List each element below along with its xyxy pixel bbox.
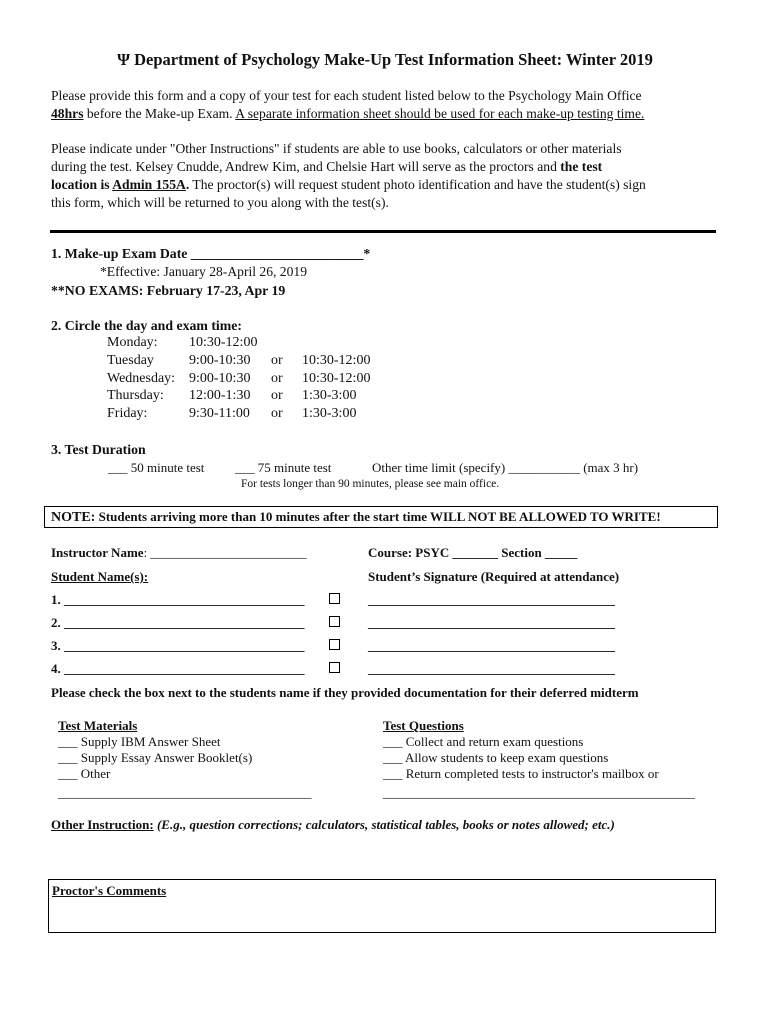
day-row-wednesday[interactable] <box>107 371 370 389</box>
time-slot-1[interactable]: 9:00-10:30 <box>189 352 251 368</box>
student-name-line[interactable]: _____________________________________ <box>64 592 305 607</box>
other-instruction-field[interactable] <box>51 817 615 833</box>
proctors-text: during the test. Kelsey Cnudde, Andrew Kim, and Chelsie Hart will serve as the proctors and <box>51 159 561 174</box>
materials-other-blank[interactable]: _______________________________________ <box>58 785 312 800</box>
row-number: 1. <box>51 592 61 607</box>
section-divider <box>50 230 716 233</box>
day-label: Thursday: <box>107 388 164 404</box>
page-title: Ψ Department of Psychology Make-Up Test Information Sheet: Winter 2019 <box>117 50 653 69</box>
other-instruction-example: (E.g., question corrections; calculators, statistical tables, books or notes allowed; etc.) <box>153 817 615 832</box>
or-text: or <box>271 388 283 404</box>
or-text: or <box>271 406 283 422</box>
questions-keep-option[interactable]: ___ Allow students to keep exam questions <box>383 750 609 765</box>
effective-dates: *Effective: January 28-April 26, 2019 <box>100 264 307 279</box>
deadline-text: 48hrs <box>51 106 84 121</box>
instructions-line-3 <box>51 176 646 194</box>
documentation-checkbox-1[interactable] <box>329 593 340 604</box>
test-location-bold: the test <box>560 159 603 174</box>
intro-after: before the Make-up Exam. <box>83 106 236 121</box>
documentation-checkbox-4[interactable] <box>329 662 340 673</box>
intro-line-1: Please provide this form and a copy of your test for each student listed below to the Psychology Main Office <box>51 88 642 103</box>
exam-time-heading: 2. Circle the day and exam time: <box>51 318 242 333</box>
duration-50-option[interactable]: ___ 50 minute test <box>108 460 205 475</box>
row-number: 2. <box>51 615 61 630</box>
time-slot-2[interactable]: 1:30-3:00 <box>302 406 357 422</box>
day-label: Wednesday: <box>107 370 176 386</box>
documentation-checkbox-2[interactable] <box>329 616 340 627</box>
exam-date-field[interactable]: 1. Make-up Exam Date _________________________* <box>51 246 371 261</box>
student-row-3[interactable] <box>51 638 305 654</box>
note-text: Students arriving more than 10 minutes after the start time WILL NOT BE ALLOWED TO WRITE! <box>95 509 661 524</box>
no-exams-note: **NO EXAMS: February 17-23, Apr 19 <box>51 283 286 298</box>
long-test-note: For tests longer than 90 minutes, please see main office. <box>241 478 500 490</box>
photo-id-text: The proctor(s) will request student photo identification and have the student(s) sign <box>189 177 646 192</box>
day-label: Friday: <box>107 406 148 422</box>
or-text <box>271 335 302 353</box>
day-row-friday[interactable] <box>107 406 370 424</box>
student-row-4[interactable] <box>51 661 305 677</box>
student-names-heading: Student Name(s): <box>51 569 149 584</box>
instructions-line-1: Please indicate under "Other Instructions" if students are able to use books, calculators or other materials <box>51 141 622 156</box>
materials-other-option[interactable]: ___ Other <box>58 766 111 781</box>
questions-mailbox-option[interactable]: ___ Return completed tests to instructor's mailbox or <box>383 766 659 781</box>
student-name-line[interactable]: _____________________________________ <box>64 615 305 630</box>
note-label: NOTE: <box>51 510 96 525</box>
exam-time-table <box>107 335 370 424</box>
student-row-2[interactable] <box>51 615 305 631</box>
student-name-line[interactable]: _____________________________________ <box>64 638 305 653</box>
time-slot-2[interactable]: 10:30-12:00 <box>302 370 371 386</box>
signature-heading: Student’s Signature (Required at attendance) <box>368 569 620 584</box>
day-row-thursday[interactable] <box>107 388 370 406</box>
signature-line-2[interactable]: ______________________________________ <box>368 615 615 630</box>
time-slot-1[interactable]: 9:00-10:30 <box>189 370 251 386</box>
proctor-comments-label: Proctor's Comments <box>52 883 167 898</box>
signature-line-3[interactable]: ______________________________________ <box>368 638 615 653</box>
row-number: 4. <box>51 661 61 676</box>
time-slot-1[interactable]: 12:00-1:30 <box>189 388 251 404</box>
signature-line-1[interactable]: ______________________________________ <box>368 592 615 607</box>
proctor-comments-box[interactable] <box>48 879 716 933</box>
documentation-checkbox-3[interactable] <box>329 639 340 650</box>
test-questions-heading: Test Questions <box>383 718 464 733</box>
materials-ibm-option[interactable]: ___ Supply IBM Answer Sheet <box>58 734 221 749</box>
day-row-tuesday[interactable] <box>107 353 370 371</box>
time-slot-2[interactable] <box>302 335 370 353</box>
instructor-blank[interactable]: : ________________________ <box>143 545 307 560</box>
test-materials-heading: Test Materials <box>58 718 138 733</box>
documentation-instruction: Please check the box next to the students name if they provided documentation for their deferred midterm <box>51 685 639 700</box>
time-slot-1[interactable]: 10:30-12:00 <box>189 335 258 350</box>
student-row-1[interactable] <box>51 592 305 608</box>
time-slot-2[interactable]: 10:30-12:00 <box>302 352 371 368</box>
other-instruction-label: Other Instruction: <box>51 817 154 832</box>
duration-75-option[interactable]: ___ 75 minute test <box>235 460 332 475</box>
instructor-label: Instructor Name <box>51 545 144 560</box>
questions-blank[interactable]: ________________________________________________ <box>383 785 695 800</box>
test-duration-heading: 3. Test Duration <box>51 442 146 457</box>
day-row-monday[interactable] <box>107 335 370 353</box>
time-slot-1[interactable]: 9:30-11:00 <box>189 406 250 422</box>
or-text: or <box>271 352 283 368</box>
materials-essay-option[interactable]: ___ Supply Essay Answer Booklet(s) <box>58 750 253 765</box>
signature-line-4[interactable]: ______________________________________ <box>368 661 615 676</box>
day-label: Monday: <box>107 335 158 350</box>
location-is-text: location is <box>51 177 113 192</box>
instructor-field[interactable] <box>51 545 306 561</box>
or-text: or <box>271 370 283 386</box>
questions-collect-option[interactable]: ___ Collect and return exam questions <box>383 734 584 749</box>
duration-other-option[interactable]: Other time limit (specify) ___________ (max 3 hr) <box>372 460 639 475</box>
course-section-field[interactable]: Course: PSYC _______ Section _____ <box>368 545 578 560</box>
time-slot-2[interactable]: 1:30-3:00 <box>302 388 357 404</box>
location-period: . <box>185 177 190 192</box>
row-number: 3. <box>51 638 61 653</box>
day-label: Tuesday <box>107 352 154 368</box>
late-arrival-note <box>44 506 718 528</box>
separate-sheet-note: A separate information sheet should be used for each make-up testing time. <box>235 106 645 121</box>
instructions-line-4: this form, which will be returned to you along with the test(s). <box>51 195 389 210</box>
location-room: Admin 155A <box>112 177 186 192</box>
student-name-line[interactable]: _____________________________________ <box>64 661 305 676</box>
intro-line-2 <box>51 105 644 123</box>
instructions-line-2 <box>51 158 602 176</box>
